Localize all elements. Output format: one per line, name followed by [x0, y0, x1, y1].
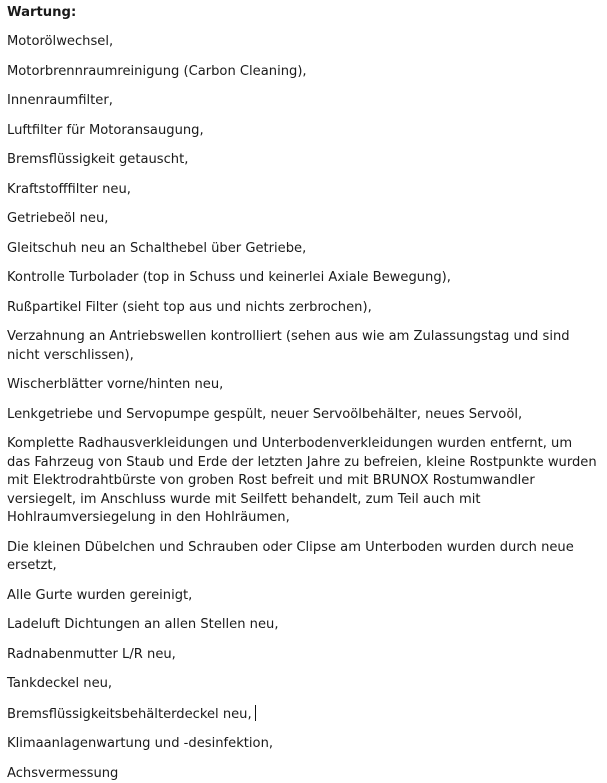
list-item: Rußpartikel Filter (sieht top aus und nichts zerbrochen),	[7, 299, 599, 318]
list-item-text: Bremsflüssigkeitsbehälterdeckel neu,	[7, 707, 252, 722]
list-item-with-caret[interactable]	[7, 705, 599, 725]
list-item: Klimaanlagenwartung und -desinfektion,	[7, 735, 599, 754]
list-item: Verzahnung an Antriebswellen kontrolliert (sehen aus wie am Zulassungstag und sind nicht verschlissen),	[7, 328, 599, 365]
document-body[interactable]	[7, 4, 599, 768]
list-item: Komplette Radhausverkleidungen und Unterbodenverkleidungen wurden entfernt, um das Fahrzeug von Staub und Erde der letzten Jahre zu befreien, kleine Rostpunkte wurden mit Elektrodrahtbürste von groben Rost befreit und mit BRUNOX Rostumwandler versiegelt, im Anschluss wurde mit Seilfett behandelt, zum Teil auch mit Hohlraumversiegelung in den Hohlräumen,	[7, 435, 599, 528]
list-item: Bremsflüssigkeit getauscht,	[7, 151, 599, 170]
list-item: Innenraumfilter,	[7, 92, 599, 111]
list-item: Luftfilter für Motoransaugung,	[7, 122, 599, 141]
list-item: Gleitschuh neu an Schalthebel über Getriebe,	[7, 240, 599, 259]
list-item: Wischerblätter vorne/hinten neu,	[7, 376, 599, 395]
list-item: Motorölwechsel,	[7, 33, 599, 52]
list-item: Lenkgetriebe und Servopumpe gespült, neuer Servoölbehälter, neues Servoöl,	[7, 406, 599, 425]
list-item: Radnabenmutter L/R neu,	[7, 646, 599, 665]
list-item: Die kleinen Dübelchen und Schrauben oder Clipse am Unterboden wurden durch neue ersetzt,	[7, 539, 599, 576]
section-heading: Wartung:	[7, 4, 599, 22]
maintenance-list	[7, 33, 599, 783]
list-item: Alle Gurte wurden gereinigt,	[7, 587, 599, 606]
text-cursor	[255, 705, 256, 721]
list-item: Achsvermessung	[7, 765, 599, 783]
list-item: Motorbrennraumreinigung (Carbon Cleaning),	[7, 63, 599, 82]
list-item: Kontrolle Turbolader (top in Schuss und keinerlei Axiale Bewegung),	[7, 269, 599, 288]
list-item: Ladeluft Dichtungen an allen Stellen neu,	[7, 616, 599, 635]
list-item: Tankdeckel neu,	[7, 675, 599, 694]
list-item: Kraftstofffilter neu,	[7, 181, 599, 200]
list-item: Getriebeöl neu,	[7, 210, 599, 229]
